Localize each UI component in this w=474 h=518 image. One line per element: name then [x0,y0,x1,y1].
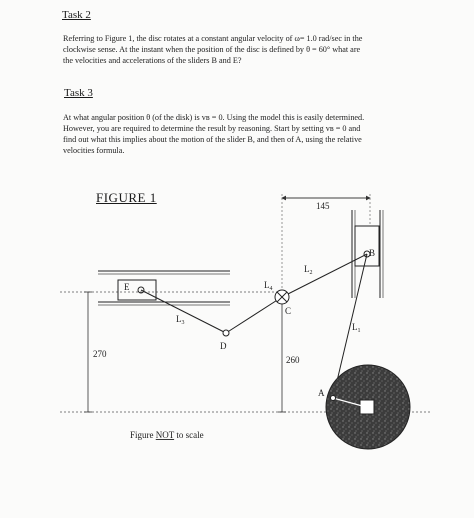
task3-line: find out what this implies about the motion of the slider B, and then of A, using the relative [63,135,362,144]
pivot-c [275,290,289,304]
link-l2 [282,254,367,297]
task2-title: Task 2 [62,9,91,21]
label-l2: $L_2$ [304,264,313,276]
dimension-260 [278,300,286,412]
task2-line: clockwise sense. At the instant when the position of the disc is defined by θ = 60° what are [63,45,361,54]
pivot-d [223,330,229,336]
slider-b-guides [352,210,383,298]
label-a: A [318,388,325,398]
label-d: D [220,341,227,351]
disc-center-block [360,400,374,414]
figure-caption: Figure NOT to scale [130,430,204,440]
figure-heading: FIGURE 1 [96,190,157,205]
label-b: B [369,248,376,258]
link-l4 [226,297,282,333]
dimension-270-label: 270 [93,349,107,359]
label-c: C [285,306,292,316]
task2-line: the velocities and accelerations of the sliders B and E? [63,56,242,65]
task3-line: velocities formula. [63,146,125,155]
link-l3 [141,290,226,333]
label-l3: $L_3$ [176,314,185,326]
label-l4: $L_4$ [264,280,273,292]
dimension-260-label: 260 [286,355,300,365]
label-e: E [124,282,130,292]
task3-line: At what angular position θ (of the disk) is vʙ = 0. Using the model this is easily determined. [63,113,365,122]
task2-line: Referring to Figure 1, the disc rotates at a constant angular velocity of ω= 1.0 rad/sec in the [63,34,363,43]
label-l1: $L_1$ [352,322,361,334]
dimension-270 [84,292,92,412]
task3-line: However, you are required to determine the result by reasoning. Start by setting vʙ = 0 and [63,124,361,133]
dimension-145-label: 145 [316,201,330,211]
slider-b [355,226,379,266]
task3-title: Task 3 [64,87,93,99]
pin-a [331,396,336,401]
